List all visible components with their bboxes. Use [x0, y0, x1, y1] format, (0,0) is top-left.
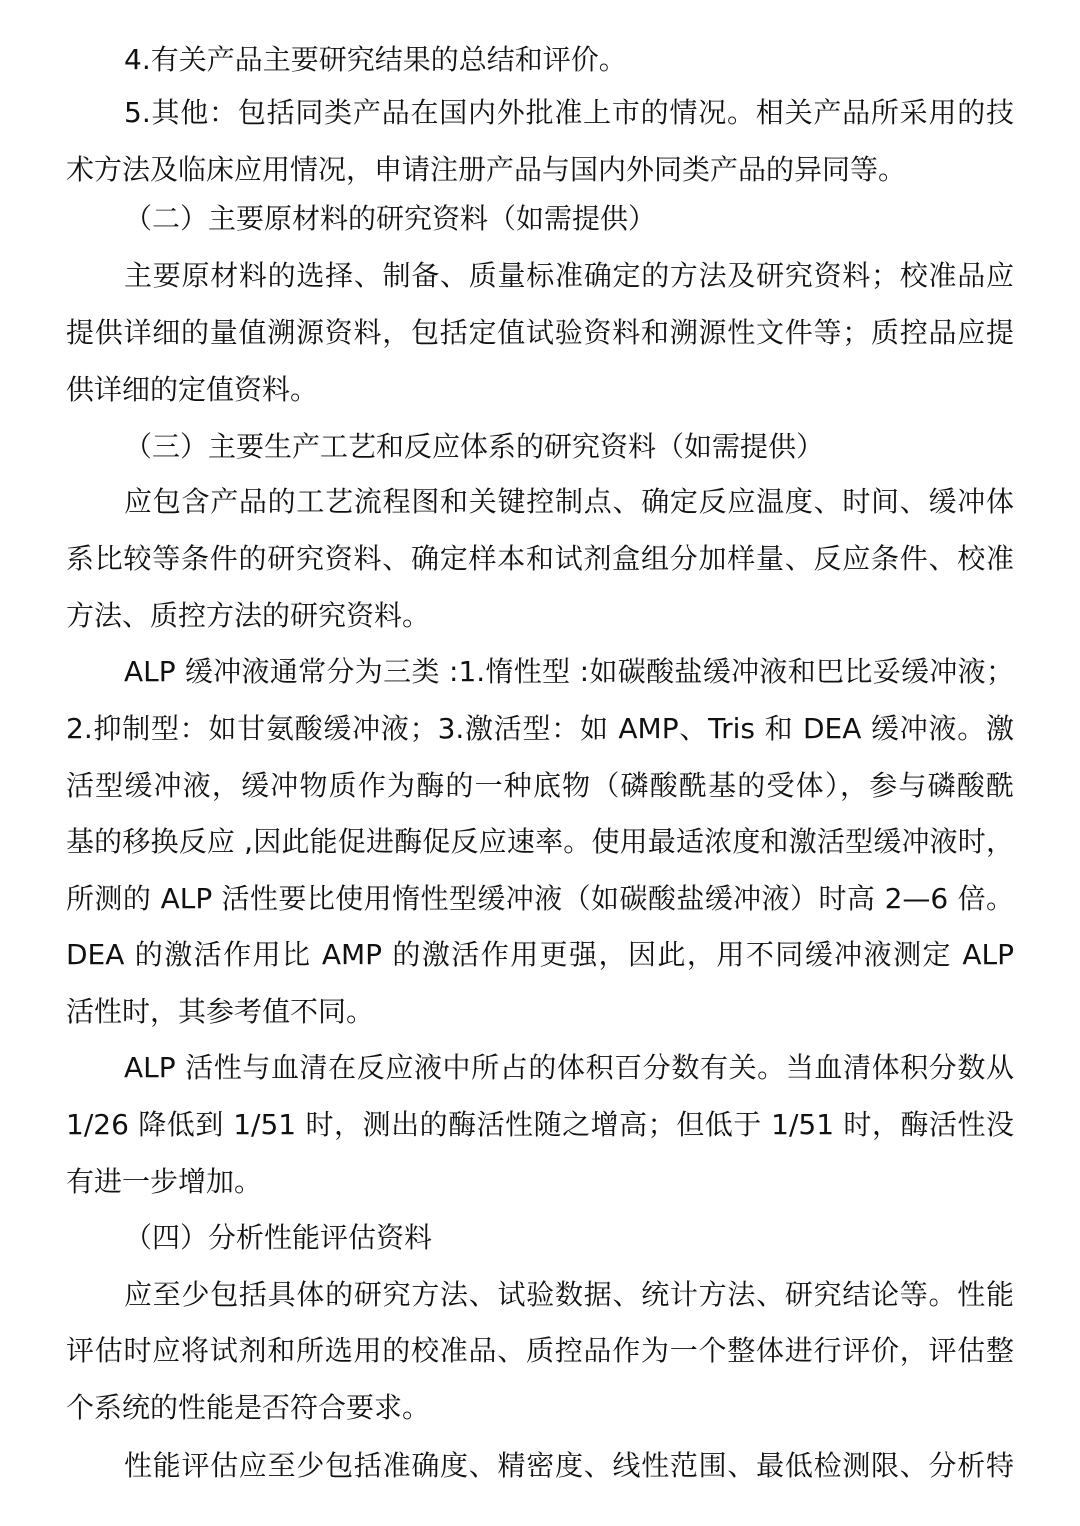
document-line: 所测的 ALP 活性要比使用惰性型缓冲液（如碳酸盐缓冲液）时高 2—6 倍。: [66, 882, 1014, 915]
document-line: 基的移换反应 ,因此能促进酶促反应速率。使用最适浓度和激活型缓冲液时，: [66, 825, 1014, 858]
document-line: 活型缓冲液，缓冲物质作为酶的一种底物（磷酸酰基的受体），参与磷酸酰: [66, 769, 1014, 802]
document-line: 性能评估应至少包括准确度、精密度、线性范围、最低检测限、分析特: [124, 1449, 1014, 1482]
document-line: 主要原材料的选择、制备、质量标准确定的方法及研究资料；校准品应: [124, 259, 1014, 292]
document-line: 活性时，其参考值不同。: [66, 995, 375, 1028]
document-line: 供详细的定值资料。: [66, 373, 319, 406]
document-line: 应包含产品的工艺流程图和关键控制点、确定反应温度、时间、缓冲体: [124, 485, 1014, 518]
document-line: 评估时应将试剂和所选用的校准品、质控品作为一个整体进行评价，评估整: [66, 1334, 1014, 1367]
document-line: 个系统的性能是否符合要求。: [66, 1391, 431, 1424]
document-line: 1/26 降低到 1/51 时，测出的酶活性随之增高；但低于 1/51 时，酶活性没: [66, 1108, 1014, 1141]
document-line: 应至少包括具体的研究方法、试验数据、统计方法、研究结论等。性能: [124, 1278, 1014, 1311]
document-line: 有进一步增加。: [66, 1165, 263, 1198]
document-line: 提供详细的量值溯源资料，包括定值试验资料和溯源性文件等；质控品应提: [66, 316, 1014, 349]
document-line: 4.有关产品主要研究结果的总结和评价。: [124, 43, 627, 76]
document-line: ALP 活性与血清在反应液中所占的体积百分数有关。当血清体积分数从: [124, 1051, 1014, 1084]
document-line: 术方法及临床应用情况，申请注册产品与国内外同类产品的异同等。: [66, 153, 907, 186]
section-heading: （四）分析性能评估资料: [124, 1221, 433, 1254]
document-line: ALP 缓冲液通常分为三类 :1.惰性型 :如碳酸盐缓冲液和巴比妥缓冲液；: [124, 655, 1014, 688]
document-line: 方法、质控方法的研究资料。: [66, 599, 431, 632]
section-heading: （二）主要原材料的研究资料（如需提供）: [124, 202, 657, 235]
section-heading: （三）主要生产工艺和反应体系的研究资料（如需提供）: [124, 430, 825, 463]
document-line: 2.抑制型：如甘氨酸缓冲液；3.激活型：如 AMP、Tris 和 DEA 缓冲液。激: [66, 712, 1014, 745]
document-line: 系比较等条件的研究资料、确定样本和试剂盒组分加样量、反应条件、校准: [66, 542, 1014, 575]
document-line: 5.其他：包括同类产品在国内外批准上市的情况。相关产品所采用的技: [124, 96, 1014, 129]
document-line: DEA 的激活作用比 AMP 的激活作用更强，因此，用不同缓冲液测定 ALP: [66, 938, 1014, 971]
